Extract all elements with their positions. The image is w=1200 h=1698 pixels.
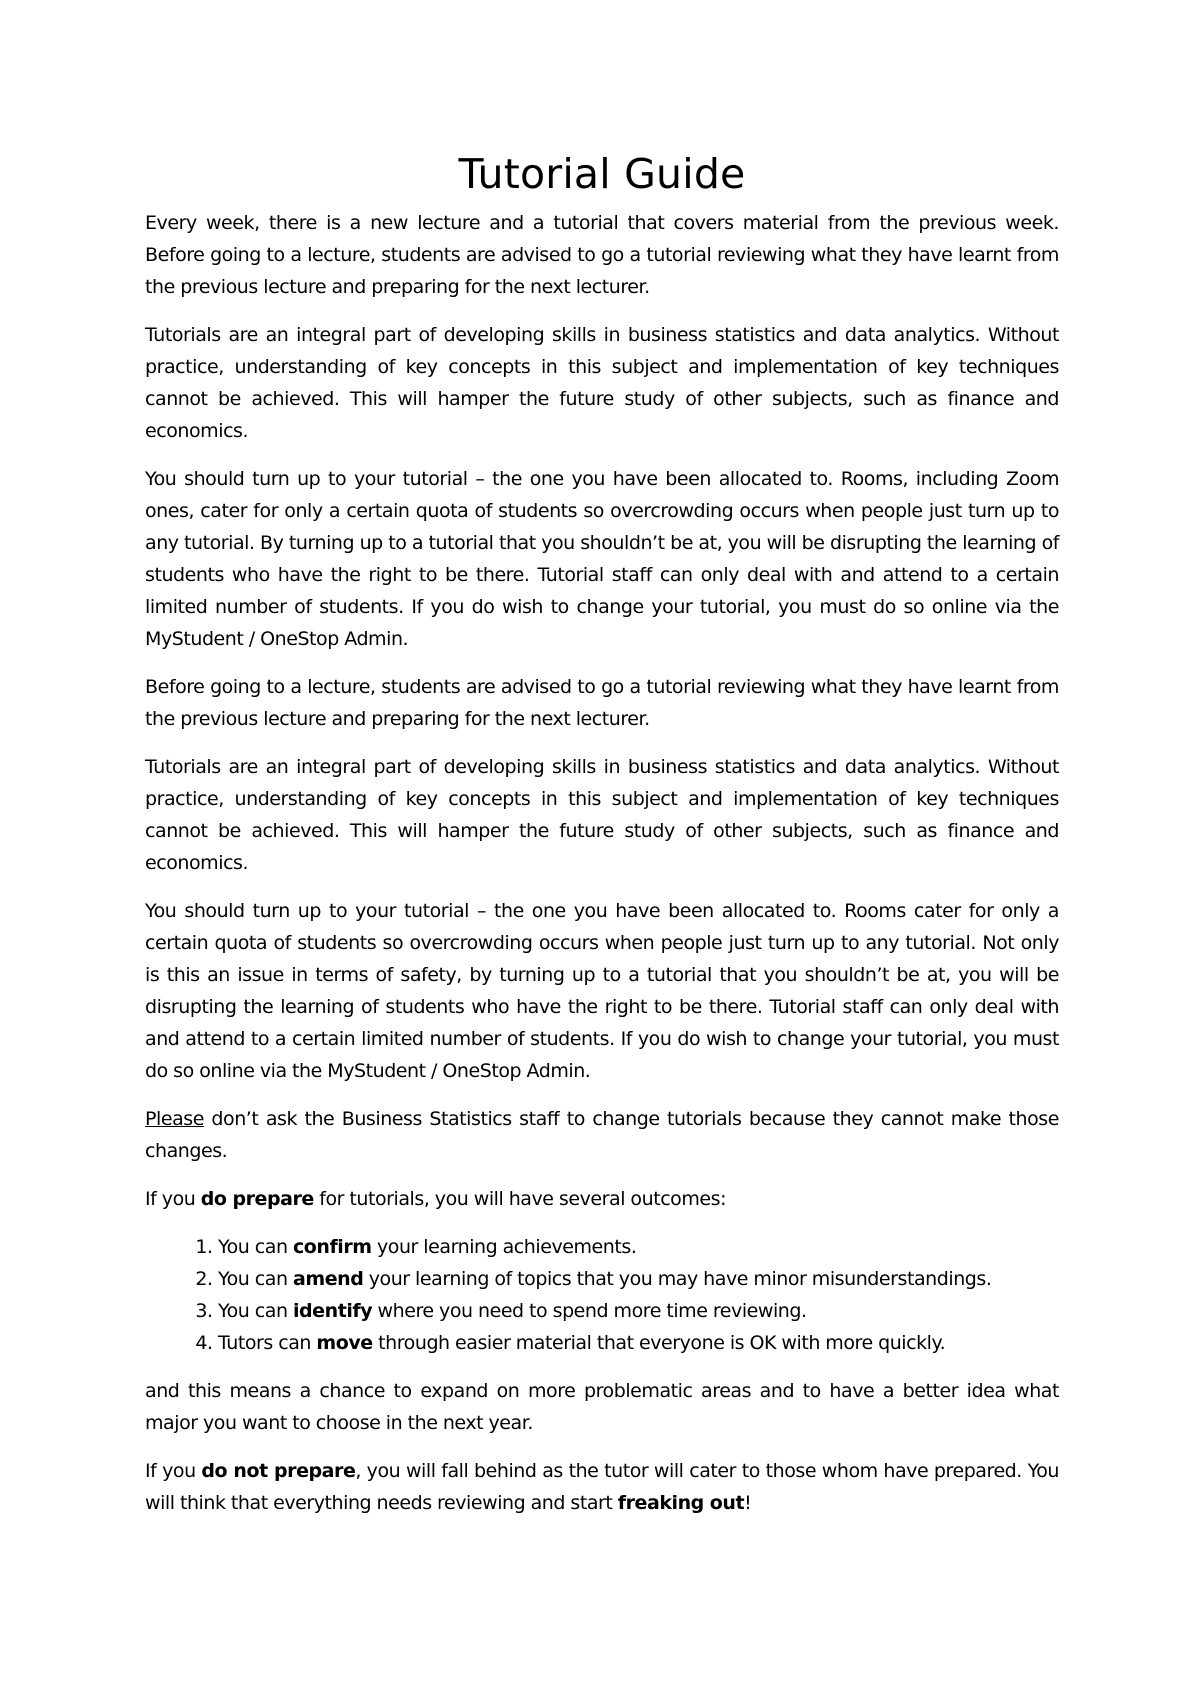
outcome-post: through easier material that everyone is OK with more quickly. bbox=[372, 1332, 946, 1354]
paragraph-do-not-prepare bbox=[145, 1455, 1059, 1519]
document-page bbox=[145, 150, 1059, 1535]
paragraph-weekly-lecture: Every week, there is a new lecture and a tutorial that covers material from the previous week. Before going to a lecture, students are advised to go a tutorial reviewing what they have learnt from the previous lecture and preparing for the next lecturer. bbox=[145, 212, 1059, 298]
list-item bbox=[218, 1327, 1059, 1359]
paragraph-turn-up-safety: You should turn up to your tutorial – the one you have been allocated to. Rooms cater for only a certain quota of students so overcrowding occurs when people just turn up to any tutorial. Not only is this an issue in terms of safety, by turning up to a tutorial that you shouldn’t be at, you will be disrupting the learning of students who have the right to be there. Tutorial staff can only deal with and attend to a certain limited number of students. If you do wish to change your tutorial, you must do so online via the MyStudent / OneStop Admin. bbox=[145, 900, 1059, 1082]
paragraph-if-prepare bbox=[145, 1183, 1059, 1215]
outcome-bold: move bbox=[316, 1332, 373, 1354]
freaking-out-bold: freaking out bbox=[617, 1492, 745, 1514]
paragraph-integral-part-repeat: Tutorials are an integral part of developing skills in business statistics and data analytics. Without practice, understanding of key concepts in this subject and implementation of key techniques cannot be achieved. This will hamper the future study of other subjects, such as finance and economics. bbox=[145, 756, 1059, 874]
not-prepare-end: ! bbox=[744, 1492, 752, 1514]
paragraph-expand-areas: and this means a chance to expand on more problematic areas and to have a better idea what major you want to choose in the next year. bbox=[145, 1380, 1059, 1434]
outcome-post: where you need to spend more time reviewing. bbox=[372, 1300, 807, 1322]
please-rest: don’t ask the Business Statistics staff to change tutorials because they cannot make those changes. bbox=[145, 1108, 1059, 1162]
outcome-pre: Tutors can bbox=[218, 1332, 317, 1354]
outcome-post: your learning of topics that you may have minor misunderstandings. bbox=[363, 1268, 992, 1290]
not-prepare-mid: , you will fall behind as the tutor will cater to those whom have prepared. You will think that everything needs reviewing and start bbox=[145, 1460, 1059, 1514]
outcomes-list bbox=[145, 1231, 1059, 1359]
outcome-pre: You can bbox=[218, 1236, 293, 1258]
outcome-bold: identify bbox=[292, 1300, 373, 1322]
paragraph-before-lecture: Before going to a lecture, students are advised to go a tutorial reviewing what they have learnt from the previous lecture and preparing for the next lecturer. bbox=[145, 676, 1059, 730]
list-item bbox=[218, 1295, 1059, 1327]
paragraph-integral-part: Tutorials are an integral part of developing skills in business statistics and data analytics. Without practice, understanding of key concepts in this subject and implementation of key techniques cannot be achieved. This will hamper the future study of other subjects, such as finance and economics. bbox=[145, 324, 1059, 442]
outcome-post: your learning achievements. bbox=[371, 1236, 637, 1258]
outcome-pre: You can bbox=[218, 1268, 293, 1290]
please-underlined: Please bbox=[145, 1108, 204, 1130]
document-title: Tutorial Guide bbox=[458, 150, 746, 198]
list-item bbox=[218, 1263, 1059, 1295]
if-prepare-post: for tutorials, you will have several outcomes: bbox=[313, 1188, 727, 1210]
list-item bbox=[218, 1231, 1059, 1263]
if-prepare-pre: If you bbox=[145, 1188, 201, 1210]
outcome-pre: You can bbox=[218, 1300, 293, 1322]
do-not-prepare-bold: do not prepare bbox=[201, 1460, 356, 1482]
do-prepare-bold: do prepare bbox=[200, 1188, 314, 1210]
paragraph-turn-up-zoom: You should turn up to your tutorial – the one you have been allocated to. Rooms, including Zoom ones, cater for only a certain quota of students so overcrowding occurs when people just turn up to any tutorial. By turning up to a tutorial that you shouldn’t be at, you will be disrupting the learning of students who have the right to be there. Tutorial staff can only deal with and attend to a certain limited number of students. If you do wish to change your tutorial, you must do so online via the MyStudent / OneStop Admin. bbox=[145, 468, 1059, 650]
not-prepare-pre: If you bbox=[145, 1460, 202, 1482]
outcome-bold: confirm bbox=[292, 1236, 372, 1258]
paragraph-please-dont-ask bbox=[145, 1103, 1059, 1167]
outcome-bold: amend bbox=[292, 1268, 364, 1290]
